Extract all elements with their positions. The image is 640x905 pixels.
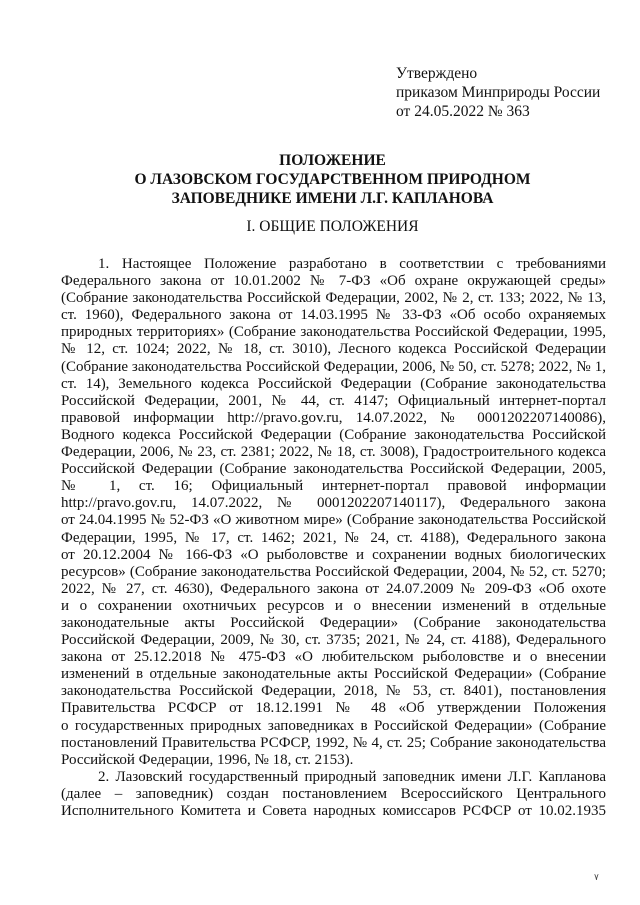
text-line: ресурсов» (Собрание законодательства Российской Федерации, 2004, № 52, ст. 5270;: [61, 563, 606, 580]
text-line: http://pravo.gov.ru, 14.07.2022, № 0001202207140117), Федерального закона: [61, 495, 606, 512]
text-line: Российской Федерации, 2009, № 30, ст. 3735; 2021, № 24, ст. 4188), Федерального: [61, 632, 606, 649]
text-line: постановлений Правительства РСФСР, 1992, № 4, ст. 25; Собрание законодательства: [61, 734, 606, 751]
text-line: Правительства РСФСР от 18.12.1991 № 48 «Об утверждении Положения: [61, 700, 606, 717]
text-line: Российской Федерации (Собрание законодательства Российской Федерации, 2005,: [61, 461, 606, 478]
document-body: [61, 256, 606, 820]
text-line: ст. 1960), Федерального закона от 14.03.1995 № 33-ФЗ «Об особо охраняемых: [61, 307, 606, 324]
paragraph-1: [61, 256, 606, 769]
text-line: Российской Федерации, 2001, № 44, ст. 4147; Официальный интернет-портал: [61, 392, 606, 409]
approval-line-2: приказом Минприроды России: [396, 84, 601, 101]
text-line: Водного кодекса Российской Федерации (Собрание законодательства Российской: [61, 426, 606, 443]
text-line: правовой информации http://pravo.gov.ru, 14.07.2022, № 0001202207140086),: [61, 409, 606, 426]
paragraph-2: [61, 769, 606, 820]
title-line-3: ЗАПОВЕДНИКЕ ИМЕНИ Л.Г. КАПЛАНОВА: [171, 190, 494, 207]
text-line: ст. 14), Земельного кодекса Российской Федерации (Собрание законодательства: [61, 375, 606, 392]
text-line: Исполнительного Комитета и Совета народных комиссаров РСФСР от 10.02.1935: [61, 803, 606, 819]
text-line: природных территориях» (Собрание законодательства Российской Федерации, 1995,: [61, 324, 606, 341]
text-line: законодательные акты Российской Федерации» (Собрание законодательства: [61, 614, 606, 631]
text-line: (далее – заповедник) создан постановлением Всероссийского Центрального: [61, 785, 606, 802]
text-line: и о сохранении охотничьих ресурсов и о внесении изменений в отдельные: [61, 597, 606, 614]
text-line: 2. Лазовский государственный природный заповедник имени Л.Г. Капланова: [98, 768, 606, 785]
text-line: Федерации, 1995, № 17, ст. 1462; 2021, № 24, ст. 4188), Федерального закона: [61, 529, 606, 546]
approval-block: [396, 64, 600, 121]
text-line: Российской Федерации, 1996, № 18, ст. 2153).: [61, 751, 354, 768]
section-heading: I. ОБЩИЕ ПОЛОЖЕНИЯ: [246, 218, 419, 235]
text-line: Федерального закона от 10.01.2002 № 7-ФЗ «Об охране окружающей среды»: [61, 273, 606, 290]
approval-line-3: от 24.05.2022 № 363: [396, 103, 530, 120]
text-line: Федерации, 2006, № 23, ст. 2381; 2022, № 18, ст. 3008), Градостроительного кодекса: [61, 444, 606, 461]
document-title: [60, 151, 605, 208]
text-line: № 1, ст. 16; Официальный интернет-портал правовой информации: [61, 478, 606, 495]
approval-line-1: Утверждено: [396, 65, 478, 82]
text-line: изменений в отдельные законодательные акты Российской Федерации» (Собрание: [61, 666, 606, 683]
text-line: № 12, ст. 1024; 2022, № 18, ст. 3010), Лесного кодекса Российской Федерации: [61, 341, 606, 358]
title-line-2: О ЛАЗОВСКОМ ГОСУДАРСТВЕННОМ ПРИРОДНОМ: [134, 171, 531, 188]
text-line: (Собрание законодательства Российской Федерации, 2006, № 50, ст. 5278; 2022, № 1,: [61, 358, 606, 375]
text-line: от 20.12.2004 № 166-ФЗ «О рыболовстве и сохранении водных биологических: [61, 546, 606, 563]
text-line: законодательства Российской Федерации, 2018, № 53, ст. 8401), постановления: [61, 683, 606, 700]
title-line-1: ПОЛОЖЕНИЕ: [279, 152, 386, 169]
text-line: 2022, № 27, ст. 4630), Федерального закона от 24.07.2009 № 209-ФЗ «Об охоте: [61, 580, 606, 597]
text-line: 1. Настоящее Положение разработано в соответствии с требованиями: [98, 256, 606, 272]
text-line: закона от 25.12.2018 № 475-ФЗ «О любительском рыболовстве и о внесении: [61, 649, 606, 666]
text-line: от 24.04.1995 № 52-ФЗ «О животном мире» (Собрание законодательства Российской: [61, 512, 606, 529]
page-mark: ٧: [594, 872, 599, 882]
text-line: (Собрание законодательства Российской Федерации, 2002, № 2, ст. 133; 2022, № 13,: [61, 290, 606, 307]
text-line: о государственных природных заповедниках в Российской Федерации» (Собрание: [61, 717, 606, 734]
